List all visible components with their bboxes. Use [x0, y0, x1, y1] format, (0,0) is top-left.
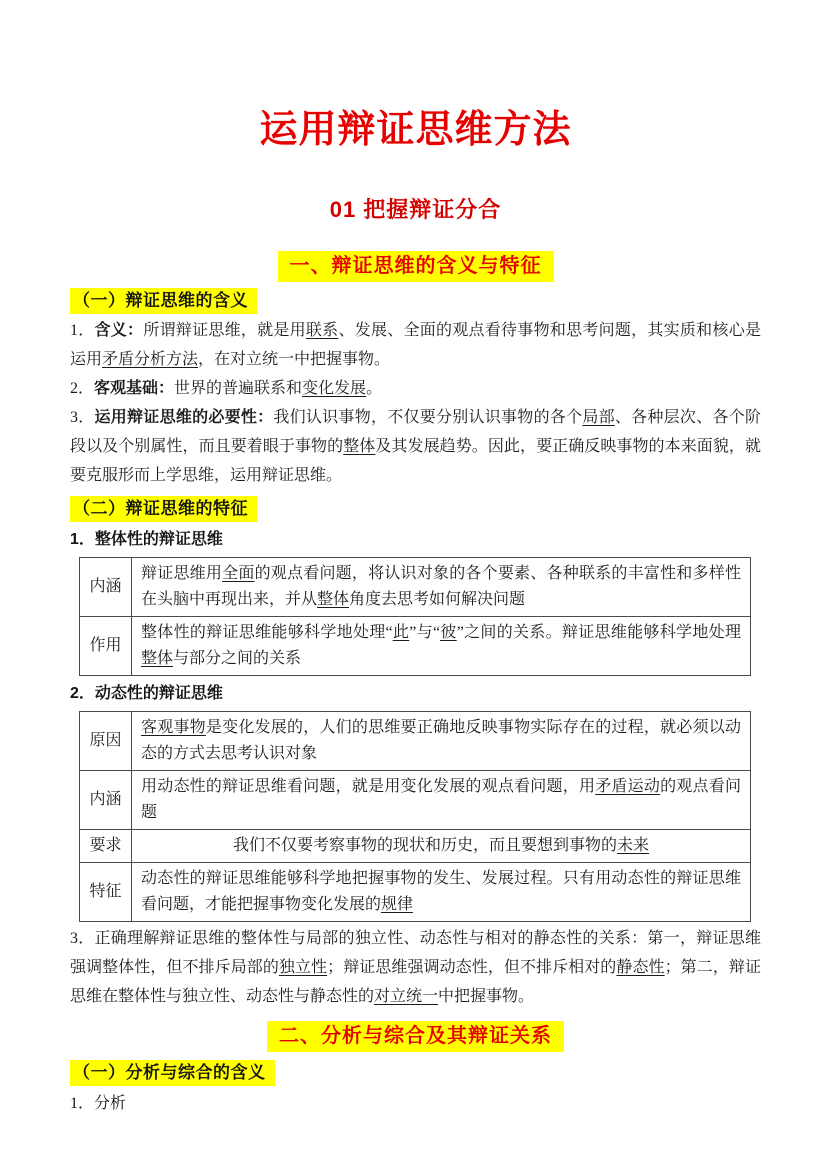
text-segment: ；第二，辩证思维在整体性与独立性、动态性与静态性的: [70, 959, 761, 1005]
paragraph-meaning: [70, 316, 761, 374]
text-segment: 世界的普遍联系和: [174, 380, 303, 397]
underlined-term: 未来: [617, 837, 650, 854]
text-segment: ”之间的关系。辩证思维能够科学地处理: [456, 624, 741, 641]
underlined-term: 矛盾分析方法: [102, 351, 199, 368]
text-segment: 2．: [70, 380, 95, 397]
section-1-part-1-heading: （一）辩证思维的含义: [70, 288, 257, 314]
table-label-cell: 内涵: [80, 558, 132, 617]
text-segment: 所谓辩证思维，就是用: [143, 322, 306, 339]
part-1-paragraphs: [70, 316, 761, 490]
text-segment: 3．: [70, 409, 95, 426]
lesson-subtitle: 01 把握辩证分合: [329, 197, 502, 222]
text-segment: ，在对立统一中把握事物。: [198, 351, 391, 368]
table-label-cell: 特征: [80, 863, 132, 922]
section-1-part-1-heading-row: [70, 288, 761, 314]
underlined-term: 独立性: [278, 959, 328, 976]
section-1-heading-row: [70, 251, 761, 282]
underlined-term: 对立统一: [374, 988, 439, 1005]
item-label-integral-thinking: 1．整体性的辩证思维: [70, 531, 223, 548]
table-content-cell: [132, 863, 751, 922]
underlined-term: 整体: [141, 650, 174, 667]
underlined-term: 整体: [343, 438, 376, 455]
underlined-term: 全面: [222, 565, 255, 582]
section-1-part-2-heading: （二）辩证思维的特征: [70, 496, 257, 522]
underlined-term: 此: [392, 624, 410, 641]
table-label-cell: 作用: [80, 617, 132, 676]
table-label-cell: 内涵: [80, 771, 132, 830]
text-segment: 客观基础：: [94, 380, 175, 397]
underlined-term: 静态性: [616, 959, 665, 976]
document-title: 运用辩证思维方法: [259, 109, 572, 151]
text-segment: 含义：: [94, 322, 144, 339]
text-segment: ”与“: [409, 624, 441, 641]
table-row: [80, 712, 751, 771]
text-segment: 动态性的辩证思维能够科学地把握事物的发生、发展过程。只有用动态性的辩证思维看问题，才能把握事物变化发展的: [141, 870, 741, 913]
item-label-dynamic-thinking: 2．动态性的辩证思维: [70, 685, 223, 702]
text-segment: 是变化发展的，人们的思维要正确地反映事物实际存在的过程，就必须以动态的方式去思考认识对象: [141, 719, 741, 762]
section-2-part-1-heading: （一）分析与综合的含义: [70, 1060, 275, 1086]
text-segment: ；辩证思维强调动态性，但不排斥相对的: [327, 959, 617, 976]
underlined-term: 规律: [381, 896, 414, 913]
table-content-cell: [132, 617, 751, 676]
underlined-term: 客观事物: [141, 719, 206, 736]
text-segment: 中把握事物。: [438, 988, 535, 1005]
text-segment: 及其发展趋势。因此，要正确反映事物的本来面貌，就要克服形而上学思维，运用辩证思维。: [70, 438, 761, 484]
table-label-cell: 要求: [80, 830, 132, 863]
underlined-term: 变化发展: [302, 380, 367, 397]
underlined-term: 整体: [317, 591, 350, 608]
table-content-cell: [132, 830, 751, 863]
underlined-term: 矛盾运动: [595, 778, 661, 795]
table-row: [80, 617, 751, 676]
text-segment: 、各种层次、各个阶段以及个别属性，而且要着眼于事物的: [70, 409, 761, 455]
text-segment: 与部分之间的关系: [173, 650, 302, 667]
part-2-paragraphs: [70, 924, 761, 1011]
section-2-heading: 二、分析与综合及其辩证关系: [267, 1021, 564, 1052]
section-2-heading-row: [70, 1021, 761, 1052]
table-row: [80, 863, 751, 922]
text-segment: 的观点看问题，将认识对象的各个要素、各种联系的丰富性和多样性在头脑中再现出来，并从: [141, 565, 741, 608]
underlined-term: 联系: [305, 322, 339, 339]
text-segment: 用动态性的辩证思维看问题，就是用变化发展的观点看问题，用: [141, 778, 596, 795]
paragraph-objective-basis: [70, 374, 761, 403]
text-segment: 3．正确理解辩证思维的整体性与局部的独立性、动态性与相对的静态性的关系：第一，辩证思维强调整体性，但不排斥局部的: [70, 930, 761, 976]
underlined-term: 彼: [440, 624, 457, 641]
table-content-cell: [132, 712, 751, 771]
underlined-term: 局部: [582, 409, 615, 426]
section-1-heading: 一、辩证思维的含义与特征: [278, 251, 554, 282]
paragraph-relationship: [70, 924, 761, 1011]
table-content-cell: [132, 558, 751, 617]
text-segment: 辩证思维用: [141, 565, 223, 582]
table-row: [80, 771, 751, 830]
paragraph-necessity: [70, 403, 761, 490]
text-segment: 的观点看问题: [141, 778, 741, 821]
text-segment: 我们不仅要考察事物的现状和历史，而且要想到事物的: [232, 837, 617, 854]
text-segment: 运用辩证思维的必要性：: [94, 409, 274, 426]
table-content-cell: [132, 771, 751, 830]
text-segment: 角度去思考如何解决问题: [349, 591, 526, 608]
table-label-cell: 原因: [80, 712, 132, 771]
item-label-analysis: 1．分析: [70, 1095, 127, 1112]
text-segment: 1．: [70, 322, 95, 339]
table-dynamic-dialectical-thinking: [79, 711, 751, 922]
table-row: [80, 558, 751, 617]
section-2-part-1-heading-row: [70, 1060, 761, 1086]
section-1-part-2-heading-row: [70, 496, 761, 522]
text-segment: 、发展、全面的观点看待事物和思考问题，其实质和核心是运用: [70, 322, 761, 368]
table-integral-dialectical-thinking: [79, 557, 751, 676]
text-segment: 整体性的辩证思维能够科学地处理“: [141, 624, 393, 641]
table-row: [80, 830, 751, 863]
text-segment: 我们认识事物，不仅要分别认识事物的各个: [273, 409, 583, 426]
text-segment: 。: [366, 380, 383, 397]
